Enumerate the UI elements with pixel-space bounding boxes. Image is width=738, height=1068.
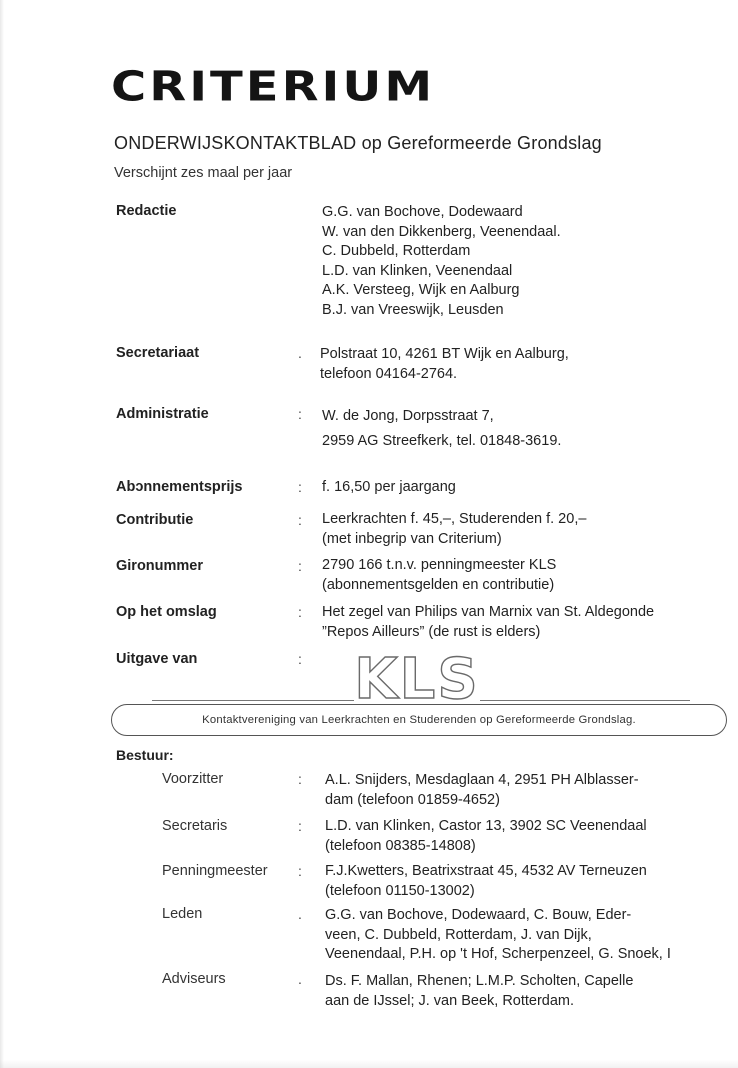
leden-label: Leden [162, 906, 203, 922]
colon-separator: : [298, 512, 302, 528]
secretariaat-label: Secretariaat [116, 345, 200, 361]
secretariaat-line: telefoon 04164-2764. [320, 365, 458, 382]
divider-line [480, 700, 690, 701]
colon-separator: : [298, 604, 302, 620]
redactie-label: Redactie [116, 203, 177, 219]
colon-separator: : [298, 771, 302, 787]
redactie-member: C. Dubbeld, Rotterdam [322, 243, 471, 259]
kls-logo-text: KLS [354, 650, 480, 704]
magazine-subtitle: ONDERWIJSKONTAKTBLAD op Gereformeerde Grondslag [114, 133, 602, 153]
secretaris-line: L.D. van Klinken, Castor 13, 3902 SC Veenendaal [325, 818, 647, 834]
redactie-member: W. van den Dikkenberg, Veenendaal. [322, 223, 561, 240]
redactie-member: G.G. van Bochove, Dodewaard [322, 204, 523, 220]
leden-line: Veenendaal, P.H. op 't Hof, Scherpenzeel, G. Snoek, I [325, 946, 671, 962]
gironummer-label: Gironummer [116, 558, 204, 574]
colon-separator: . [298, 971, 302, 987]
contributie-value [322, 510, 586, 549]
colon-separator: : [298, 558, 302, 574]
adviseurs-line: Ds. F. Mallan, Rhenen; L.M.P. Scholten, Capelle [325, 973, 634, 989]
contributie-line: (met inbegrip van Criterium) [322, 530, 502, 547]
voorzitter-value [325, 771, 639, 810]
colon-separator: : [298, 863, 302, 879]
omslag-line: Het zegel van Philips van Marnix van St. Aldegonde [322, 604, 655, 620]
redactie-member: B.J. van Vreeswijk, Leusden [322, 301, 504, 318]
voorzitter-line: dam (telefoon 01859-4652) [325, 791, 500, 808]
penningmeester-label: Penningmeester [162, 863, 268, 879]
colon-separator: : [298, 479, 302, 495]
redactie-members [322, 203, 561, 320]
bestuur-heading: Bestuur: [116, 747, 174, 763]
abonnementsprijs-value [322, 478, 456, 498]
leden-value [325, 906, 671, 965]
uitgave-label: Uitgave van [116, 651, 198, 667]
abonnementsprijs-label: Abɔnnementsprijs [116, 479, 243, 495]
secretaris-value [325, 817, 647, 856]
colon-separator: : [298, 406, 302, 422]
colon-separator: : [298, 818, 302, 834]
administratie-label: Administratie [116, 406, 209, 422]
adviseurs-label: Adviseurs [162, 971, 226, 987]
colon-separator: : [298, 651, 302, 667]
leden-line: G.G. van Bochove, Dodewaard, C. Bouw, Eder- [325, 907, 632, 923]
abonnementsprijs-line: f. 16,50 per jaargang [322, 479, 456, 495]
omslag-label: Op het omslag [116, 604, 217, 620]
penningmeester-line: (telefoon 01150-13002) [325, 882, 475, 899]
scan-edge [0, 1060, 738, 1068]
penningmeester-value [325, 862, 647, 901]
colon-separator: . [298, 906, 302, 922]
adviseurs-line: aan de IJssel; J. van Beek, Rotterdam. [325, 992, 575, 1009]
contributie-line: Leerkrachten f. 45,–, Studerenden f. 20,– [322, 511, 587, 527]
gironummer-value [322, 556, 556, 595]
secretaris-label: Secretaris [162, 818, 228, 834]
colon-separator: . [298, 345, 302, 361]
divider-line [152, 700, 354, 701]
adviseurs-value [325, 972, 633, 1011]
publication-frequency: Verschijnt zes maal per jaar [114, 165, 293, 181]
redactie-member: A.K. Versteeg, Wijk en Aalburg [322, 282, 520, 298]
secretaris-line: (telefoon 08385-14808) [325, 837, 476, 854]
scan-shadow [0, 0, 4, 1068]
administratie-line: W. de Jong, Dorpsstraat 7, [322, 408, 494, 424]
voorzitter-line: A.L. Snijders, Mesdaglaan 4, 2951 PH Alblasser- [325, 772, 639, 788]
secretariaat-value [320, 345, 569, 384]
administratie-value [322, 404, 561, 454]
omslag-value [322, 603, 654, 642]
kls-logo [354, 650, 480, 704]
kls-full-name-banner: Kontaktvereniging van Leerkrachten en Studerenden op Gereformeerde Grondslag. [111, 704, 727, 736]
leden-line: veen, C. Dubbeld, Rotterdam, J. van Dijk, [325, 926, 592, 943]
gironummer-line: 2790 166 t.n.v. penningmeester KLS [322, 557, 557, 573]
penningmeester-line: F.J.Kwetters, Beatrixstraat 45, 4532 AV Terneuzen [325, 863, 647, 879]
redactie-member: L.D. van Klinken, Veenendaal [322, 262, 513, 279]
administratie-line: 2959 AG Streefkerk, tel. 01848-3619. [322, 433, 562, 449]
omslag-line: ”Repos Ailleurs” (de rust is elders) [322, 623, 541, 640]
contributie-label: Contributie [116, 512, 194, 528]
gironummer-line: (abonnementsgelden en contributie) [322, 576, 555, 593]
secretariaat-line: Polstraat 10, 4261 BT Wijk en Aalburg, [320, 346, 569, 362]
magazine-title: CRITERIUM [111, 62, 436, 112]
voorzitter-label: Voorzitter [162, 771, 224, 787]
